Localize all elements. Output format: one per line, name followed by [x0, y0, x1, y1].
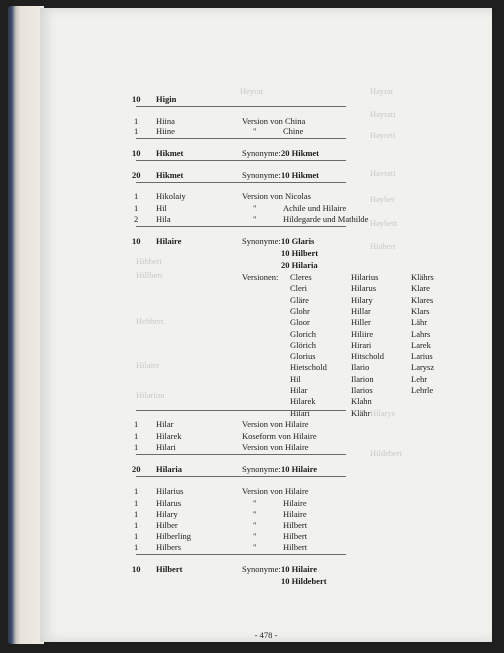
name-entry: Hilari	[156, 442, 176, 452]
group-number: 1	[134, 542, 139, 552]
version-name: Hirari	[351, 339, 372, 350]
relation-target: 10 Hikmet	[281, 170, 320, 180]
version-name: Larek	[411, 339, 431, 350]
name-entry: Hikmet	[156, 148, 184, 158]
group-number: 10	[132, 148, 141, 158]
version-name: Hilar	[290, 385, 308, 395]
group-number: 1	[134, 203, 139, 213]
ghost-text: Hillbert	[136, 270, 163, 280]
group-number: 1	[134, 419, 139, 429]
name-entry: Hiine	[156, 126, 175, 136]
group-number: 1	[134, 520, 139, 530]
group-number: 10	[132, 236, 141, 246]
group-number: 1	[134, 509, 139, 519]
name-entry: Hilberling	[156, 531, 191, 541]
relation-text: Synonyme:	[242, 148, 281, 158]
ditto-mark: "	[253, 531, 257, 541]
relation-target: 20 Hilaria	[281, 260, 318, 270]
version-name: Lehr	[411, 373, 428, 384]
separator-line	[136, 160, 346, 161]
name-entry: Hilaria	[156, 464, 182, 474]
version-name: Lähr	[411, 317, 428, 328]
version-name: Glorich	[290, 328, 316, 339]
separator-line	[136, 554, 346, 555]
name-entry: Hikolaiy	[156, 191, 186, 201]
version-name: Hilari	[290, 407, 310, 418]
relation-text: Version von Hilaire	[242, 442, 309, 452]
group-number: 10	[132, 94, 141, 104]
name-entry: Higin	[156, 94, 177, 104]
version-name: Ilarios	[351, 385, 373, 395]
ghost-text: Hilarys	[370, 408, 396, 418]
version-name: Klähr	[351, 407, 371, 418]
relation-target: Hilaire	[283, 498, 307, 508]
relation-text: Koseform von Hilaire	[242, 431, 317, 441]
ghost-text: Hiabert	[370, 241, 396, 251]
version-name: Ilario	[351, 362, 370, 373]
version-name: Lehrle	[411, 385, 434, 395]
name-entry: Hilarus	[156, 498, 182, 508]
version-name: Klahn	[351, 396, 372, 407]
version-name: Hilarius	[351, 272, 379, 282]
ghost-text: Hayreti	[370, 130, 396, 140]
relation-text: Version von Nicolas	[242, 191, 311, 201]
group-number: 1	[134, 431, 139, 441]
separator-line	[136, 226, 346, 227]
versions-label: Versionen:	[242, 272, 279, 282]
name-entry: Hilbert	[156, 564, 183, 574]
ghost-text: Havrati	[370, 168, 396, 178]
ditto-mark: "	[253, 509, 257, 519]
version-name: Cleres	[290, 272, 312, 282]
group-number: 2	[134, 214, 139, 224]
group-number: 20	[132, 464, 141, 474]
name-entry: Hilary	[156, 509, 178, 519]
group-number: 1	[134, 498, 139, 508]
version-name: Klares	[411, 294, 434, 305]
group-number: 1	[134, 531, 139, 541]
ghost-text: Hildebert	[370, 448, 403, 458]
relation-target: 10 Glaris	[281, 236, 315, 246]
group-number: 1	[134, 486, 139, 496]
version-name: Larius	[411, 351, 433, 362]
version-name: Gloor	[290, 317, 310, 328]
relation-target: Chine	[283, 126, 304, 136]
ditto-mark: "	[253, 126, 257, 136]
ghost-text: Heyrat	[240, 86, 264, 96]
name-entry: Hilaire	[156, 236, 182, 246]
name-entry: Hikmet	[156, 170, 184, 180]
separator-line	[136, 476, 346, 477]
ghost-text: Hayrati	[370, 109, 396, 119]
name-entry: Hiina	[156, 116, 175, 126]
version-name: Glohr	[290, 305, 310, 316]
version-name: Gläre	[290, 294, 309, 305]
relation-text: Synonyme:	[242, 564, 281, 574]
relation-target: Hilbert	[283, 520, 308, 530]
relation-text: Version von China	[242, 116, 306, 126]
name-entry: Hilarek	[156, 431, 182, 441]
ghost-text: Haybet	[370, 194, 395, 204]
version-name: Klährs	[411, 272, 434, 282]
version-name: Hiliire	[351, 328, 374, 339]
ditto-mark: "	[253, 542, 257, 552]
relation-text: Version von Hilaire	[242, 486, 309, 496]
group-number: 1	[134, 191, 139, 201]
version-name: Klare	[411, 283, 430, 294]
version-name: Larysz	[411, 362, 435, 373]
version-name: Hillar	[351, 305, 371, 316]
version-name: Lahrs	[411, 328, 431, 339]
relation-target: 20 Hikmet	[281, 148, 320, 158]
relation-target: Achile und Hilaire	[283, 203, 347, 213]
name-entry: Hila	[156, 214, 171, 224]
ghost-text: Hayrat	[370, 86, 394, 96]
separator-line	[136, 182, 346, 183]
name-entry: Hilbers	[156, 542, 182, 552]
group-number: 1	[134, 116, 139, 126]
relation-target: 10 Hildebert	[281, 576, 327, 586]
ditto-mark: "	[253, 203, 257, 213]
relation-text: Synonyme:	[242, 236, 281, 246]
ghost-text: Haybett	[370, 218, 397, 228]
ghost-text: Hilarion	[136, 390, 165, 400]
version-name: Klars	[411, 305, 430, 316]
separator-line	[136, 106, 346, 107]
relation-text: Synonyme:	[242, 464, 281, 474]
relation-target: Hildegarde und Mathilde	[283, 214, 369, 224]
version-name: Hilarus	[351, 283, 377, 294]
relation-target: 10 Hilaire	[281, 464, 317, 474]
relation-target: 10 Hilaire	[281, 564, 317, 574]
relation-text: Version von Hilaire	[242, 419, 309, 429]
ghost-text: Hilaire	[136, 360, 160, 370]
version-name: Hietschold	[290, 362, 327, 373]
page-number: - 478 -	[254, 630, 278, 640]
name-entry: Hilarius	[156, 486, 184, 496]
ditto-mark: "	[253, 498, 257, 508]
group-number: 1	[134, 442, 139, 452]
book-page	[40, 8, 492, 642]
version-name: Glorius	[290, 351, 316, 362]
relation-target: Hilbert	[283, 542, 308, 552]
version-name: Hil	[290, 373, 301, 384]
separator-line	[136, 138, 346, 139]
relation-target: 10 Hilbert	[281, 248, 319, 258]
ghost-text: Hibbert	[136, 256, 162, 266]
relation-text: Synonyme:	[242, 170, 281, 180]
name-entry: Hilar	[156, 419, 174, 429]
group-number: 20	[132, 170, 141, 180]
relation-target: Hilaire	[283, 509, 307, 519]
version-name: Glörich	[290, 339, 316, 350]
version-name: Hilary	[351, 294, 373, 305]
ditto-mark: "	[253, 214, 257, 224]
name-entry: Hilber	[156, 520, 178, 530]
relation-target: Hilbert	[283, 531, 308, 541]
name-entry: Hil	[156, 203, 167, 213]
version-name: Hitschold	[351, 351, 385, 362]
group-number: 10	[132, 564, 141, 574]
separator-line	[136, 410, 346, 411]
separator-line	[136, 454, 346, 455]
version-name: Cleri	[290, 283, 307, 294]
version-name: Hiller	[351, 317, 371, 328]
group-number: 1	[134, 126, 139, 136]
ditto-mark: "	[253, 520, 257, 530]
version-name: Hilarek	[290, 396, 316, 407]
version-name: Ilarion	[351, 373, 374, 384]
ghost-text: Hebbert	[136, 316, 164, 326]
book-edge	[8, 6, 44, 644]
